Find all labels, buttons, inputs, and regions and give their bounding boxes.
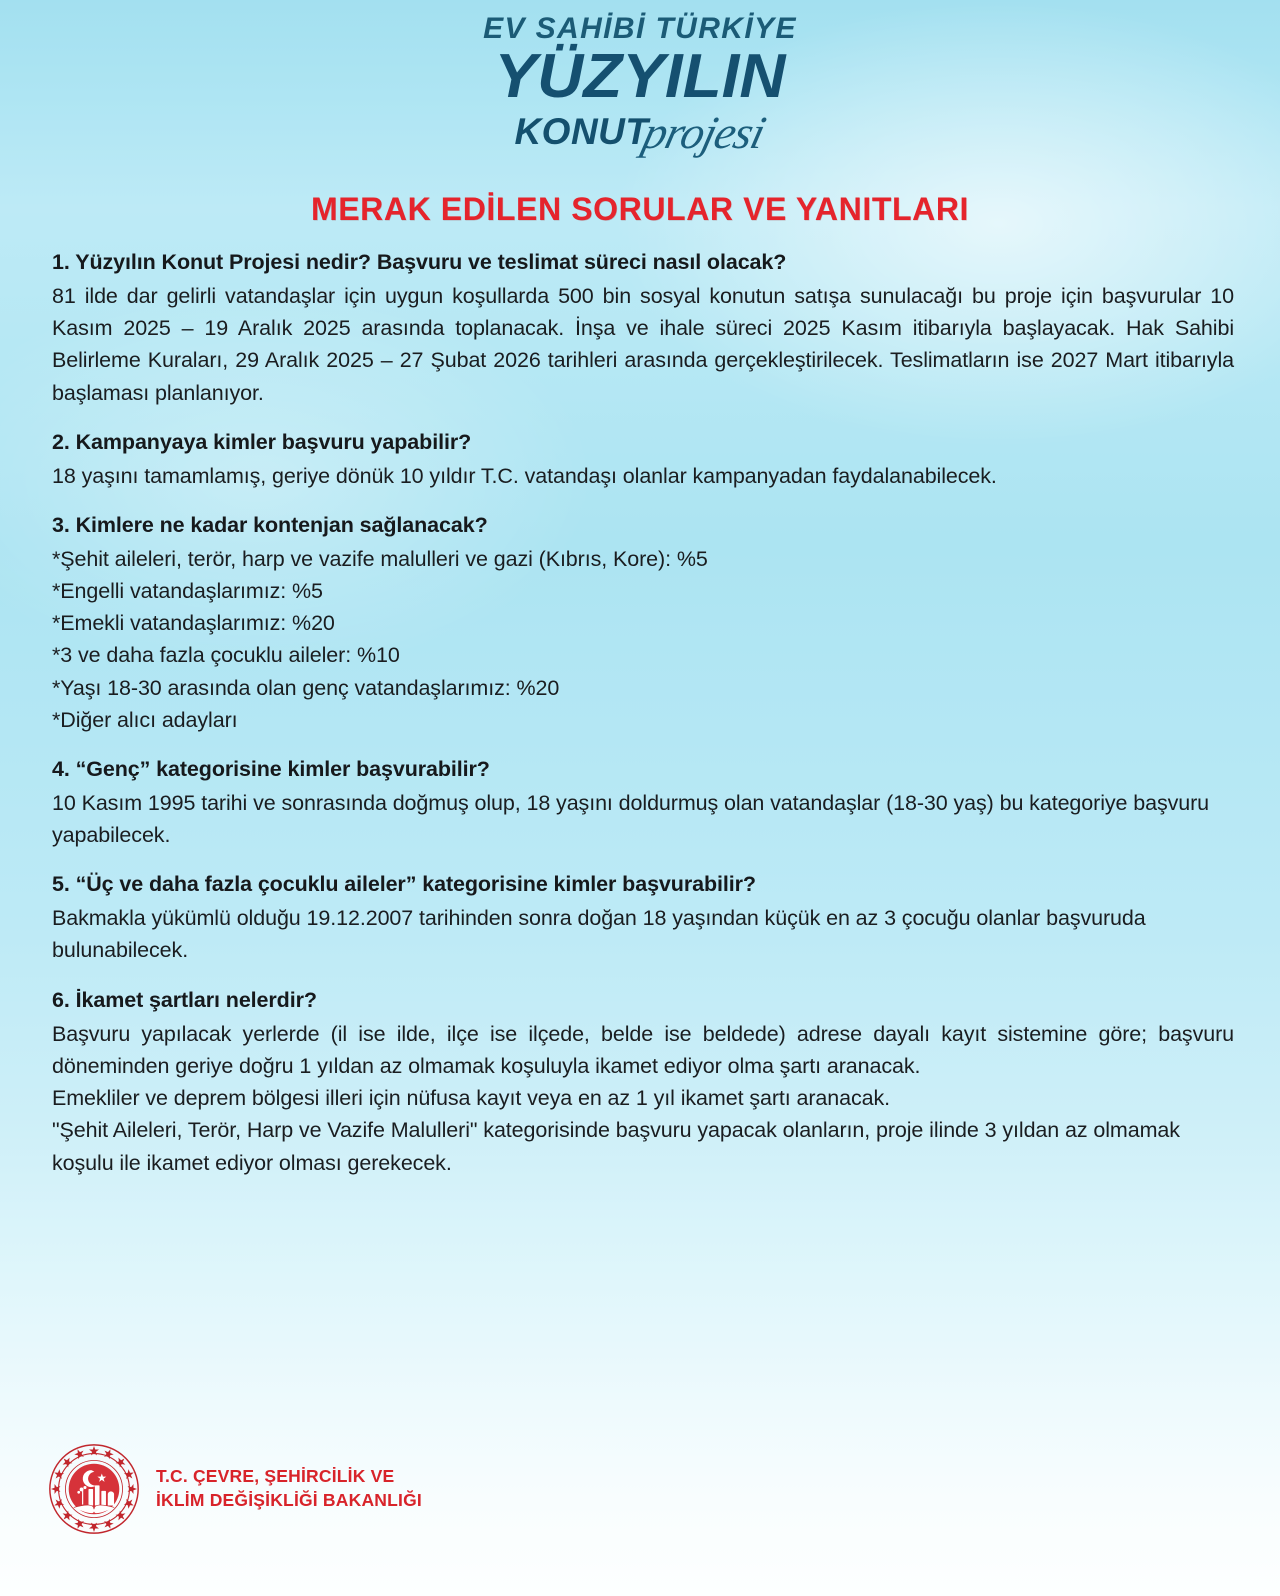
faq-question: 4. “Genç” kategorisine kimler başvurabilir?	[52, 757, 490, 782]
faq-question: 5. “Üç ve daha fazla çocuklu aileler” kategorisine kimler başvurabilir?	[52, 872, 756, 897]
brand-yuzyilin: YÜZYILIN	[494, 42, 786, 111]
page-title: MERAK EDİLEN SORULAR VE YANITLARI	[310, 191, 970, 227]
list-item: *Yaşı 18-30 arasında olan genç vatandaşlarımız: %20	[52, 675, 560, 700]
list-item: *Engelli vatandaşlarımız: %5	[52, 578, 323, 603]
list-item: *Emekli vatandaşlarımız: %20	[52, 611, 335, 636]
faq-answer: 81 ilde dar gelirli vatandaşlar için uygun koşullarda 500 bin sosyal konutun satışa sunulacağı bu proje için başvurular 10 Kasım 2025 – 19 Aralık 2025 arasında toplanacak. İnşa ve ihale süreci 2025 Kasım itibarıyla başlayacak. Hak Sahibi Belirleme Kuraları, 29 Aralık 2025 – 27 Şubat 2026 tarihleri arasında gerçekleştirilecek. Teslimatların ise 2027 Mart itibarıyla başlaması planlanıyor.	[52, 283, 1234, 405]
faq-item-3	[52, 511, 1234, 736]
faq-answer: Emekliler ve deprem bölgesi illeri için nüfusa kayıt veya en az 1 yıl ikamet şartı aranacak.	[52, 1086, 891, 1111]
faq-answer: Başvuru yapılacak yerlerde (il ise ilde, ilçe ise ilçede, belde ise beldede) adrese dayalı kayıt sistemine göre; başvuru döneminden geriye doğru 1 yıldan az olmamak koşuluyla ikamet ediyor olma şartı aranacak.	[52, 1021, 1234, 1078]
faq-answer: 18 yaşını tamamlamış, geriye dönük 10 yıldır T.C. vatandaşı olanlar kampanyadan faydalanabilecek.	[52, 463, 997, 488]
turkish-ministry-emblem-icon	[48, 1443, 140, 1535]
ministry-footer	[48, 1443, 422, 1535]
brand-projesi-script: projesi	[638, 107, 771, 158]
ministry-name-line1: T.C. ÇEVRE, ŞEHİRCİLİK VE	[156, 1466, 395, 1487]
brand-tagline: EV SAHİBİ TÜRKİYE	[483, 12, 797, 45]
faq-question: 2. Kampanyaya kimler başvuru yapabilir?	[52, 429, 472, 454]
faq-answer: 10 Kasım 1995 tarihi ve sonrasında doğmuş olup, 18 yaşını doldurmuş olan vatandaşlar (18-30 yaş) bu kategoriye başvuru yapabilecek.	[52, 790, 1210, 848]
list-item: *Diğer alıcı adayları	[52, 707, 238, 732]
faq-item-4	[52, 755, 1234, 851]
faq-question: 6. İkamet şartları nelerdir?	[52, 987, 317, 1012]
faq-item-6	[52, 986, 1234, 1179]
ministry-name	[156, 1465, 422, 1513]
faq-answer: Bakmakla yükümlü olduğu 19.12.2007 tarihinden sonra doğan 18 yaşından küçük en az 3 çocuğu olanlar başvuruda bulunabilecek.	[52, 906, 1146, 963]
quota-list	[52, 543, 1234, 737]
faq-item-5	[52, 870, 1234, 966]
faq-item-2	[52, 428, 1234, 492]
faq-question: 1. Yüzyılın Konut Projesi nedir? Başvuru ve teslimat süreci nasıl olacak?	[52, 250, 787, 274]
faq-content	[52, 248, 1234, 1198]
project-logo	[0, 12, 1280, 158]
list-item: *3 ve daha fazla çocuklu aileler: %10	[52, 643, 400, 668]
faq-answer: "Şehit Aileleri, Terör, Harp ve Vazife Malulleri" kategorisinde başvuru yapacak olanların, proje ilinde 3 yıldan az olmamak koşulu ile ikamet ediyor olması gerekecek.	[52, 1118, 1180, 1175]
faq-item-1	[52, 248, 1234, 409]
faq-question: 3. Kimlere ne kadar kontenjan sağlanacak?	[52, 512, 488, 537]
brand-konut: KONUT	[514, 111, 649, 152]
list-item: *Şehit aileleri, terör, harp ve vazife malulleri ve gazi (Kıbrıs, Kore): %5	[52, 546, 708, 571]
ministry-name-line2: İKLİM DEĞİŞİKLİĞİ BAKANLIĞI	[156, 1490, 422, 1510]
